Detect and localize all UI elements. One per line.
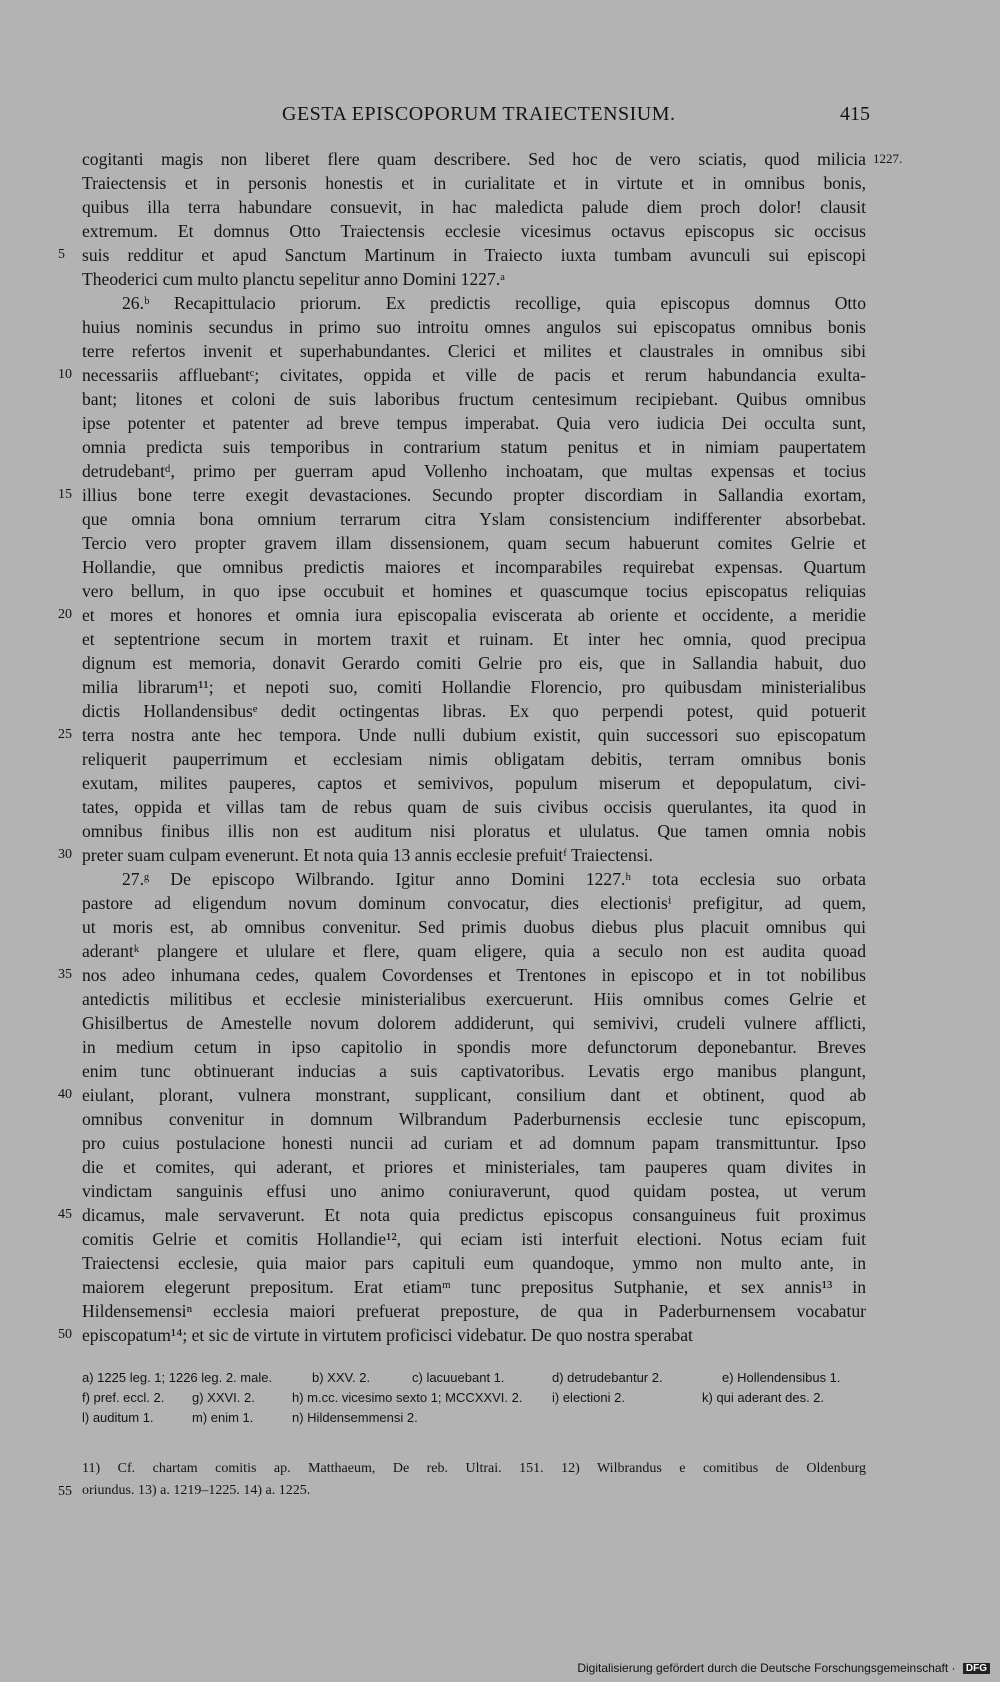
text-line: 27.ᵍ De episcopo Wilbrando. Igitur anno Domini 1227.ʰ tota ecclesia suo orbata	[122, 869, 866, 889]
apparatus-line	[82, 1388, 866, 1408]
line-number: 50	[58, 1327, 72, 1342]
text-line: Tercio vero propter gravem illam dissensionem, quam secum habuerunt comites Gelrie et	[82, 533, 866, 553]
apparatus-note: k) qui aderant des. 2.	[702, 1390, 825, 1405]
text-line: omnibus convenitur in domnum Wilbrandum Paderburnensis ecclesie tunc episcopum,	[82, 1109, 866, 1129]
text-line: vindictam sanguinis effusi uno animo coniuraverunt, quod quidam postea, ut verum	[82, 1181, 866, 1201]
text-line: que omnia bona omnium terrarum citra Yslam consistencium indifferenter absorbebat.	[82, 509, 866, 529]
text-line: episcopatum¹⁴; et sic de virtute in virtutem proficisci videbatur. De quo nostra sperabat	[82, 1325, 693, 1345]
text-line: bant; litones et coloni de suis laboribus fructum centesimum recipiebant. Quibus omnibus	[82, 389, 866, 409]
text-line: Hollandie, que omnibus predictis maiores et incomparabiles requirebat expensas. Quartum	[82, 557, 866, 577]
apparatus-note: i) electioni 2.	[552, 1390, 625, 1405]
text-line: dictis Hollandensibusᵉ dedit octingentas libras. Ex quo perpendi potest, quid potuerit	[82, 701, 866, 721]
apparatus-note: m) enim 1.	[192, 1410, 254, 1425]
text-line: huius nominis secundus in primo suo introitu omnes angulos sui episcopatus omnibus bonis	[82, 317, 866, 337]
text-line: reliquerit pauperrimum et ecclesiam nimis obligatam debitis, terram omnibus bonis	[82, 749, 866, 769]
page-header	[0, 103, 1000, 133]
text-line: maiorem elegerunt prepositum. Erat etiamᵐ tunc prepositus Sutphanie, et sex annis¹³ in	[82, 1277, 866, 1297]
text-line: et septentrione secum in mortem traxit et ruinam. Et inter hec omnia, quod precipua	[82, 629, 866, 649]
footnote-line: oriundus. 13) a. 1219–1225. 14) a. 1225.	[82, 1483, 311, 1498]
text-line: pro cuius postulacione honesti nuncii ad curiam et ad domnum papam transmittuntur. Ipso	[82, 1133, 866, 1153]
text-line: Traiectensis et in personis honestis et in curialitate et in virtute et in omnibus bonis,	[82, 173, 866, 193]
apparatus-note: f) pref. eccl. 2.	[82, 1390, 165, 1405]
text-line: die et comites, qui aderant, et priores et ministeriales, tam pauperes quam divites in	[82, 1157, 866, 1177]
text-line: Theoderici cum multo planctu sepelitur anno Domini 1227.ᵃ	[82, 269, 506, 289]
line-number: 20	[58, 607, 72, 622]
apparatus-line	[82, 1368, 866, 1388]
text-line: detrudebantᵈ, primo per guerram apud Vollenho inchoatam, que multas expensas et tocius	[82, 461, 866, 481]
line-number: 45	[58, 1207, 72, 1222]
line-number: 10	[58, 367, 72, 382]
apparatus-note: e) Hollendensibus 1.	[722, 1370, 841, 1385]
apparatus-note: b) XXV. 2.	[312, 1370, 371, 1385]
text-line: omnibus finibus illis non est auditum nisi ploratus et ululatus. Que tamen omnia nobis	[82, 821, 866, 841]
text-line: pastore ad eligendum novum dominum convocatur, dies electionisⁱ prefigitur, ad quem,	[82, 893, 866, 913]
line-number: 25	[58, 727, 72, 742]
text-line: in medium cetum in ipso capitolio in spondis more defunctorum deponebantur. Breves	[82, 1037, 866, 1057]
apparatus-note: l) auditum 1.	[82, 1410, 154, 1425]
text-line: comitis Gelrie et comitis Hollandie¹², qui eciam isti interfuit electioni. Notus eciam fuit	[82, 1229, 866, 1249]
credit-text: Digitalisierung gefördert durch die Deutsche Forschungsgemeinschaft ·	[577, 1661, 956, 1675]
text-line: terra nostra ante hec tempora. Unde nulli dubium existit, quin successori suo episcopatum	[82, 725, 866, 745]
apparatus-note: a) 1225 leg. 1; 1226 leg. 2. male.	[82, 1370, 273, 1385]
text-line: vero bellum, in quo ipse occubuit et homines et quascumque tocius episcopatus reliquias	[82, 581, 866, 601]
margin-year: 1227.	[873, 151, 903, 166]
apparatus-note: d) detrudebantur 2.	[552, 1370, 663, 1385]
line-number: 30	[58, 847, 72, 862]
text-line: quibus illa terra habundare consuevit, in hac maledicta palude diem proch dolor! clausit	[82, 197, 866, 217]
line-number: 40	[58, 1087, 72, 1102]
text-line: suis redditur et apud Sanctum Martinum in Traiecto iuxta tumbam avunculi sui episcopi	[82, 245, 866, 265]
apparatus-line	[82, 1408, 866, 1428]
apparatus-note: n) Hildensemmensi 2.	[292, 1410, 418, 1425]
text-line: cogitanti magis non liberet flere quam describere. Sed hoc de vero sciatis, quod milicia	[82, 149, 866, 169]
text-line: preter suam culpam evenerunt. Et nota quia 13 annis ecclesie prefuitᶠ Traiectensi.	[82, 845, 653, 865]
text-line: exutam, milites pauperes, captos et semivivos, populum miserum et depopulatum, civi-	[82, 773, 866, 793]
footnote-line: 11) Cf. chartam comitis ap. Matthaeum, De reb. Ultrai. 151. 12) Wilbrandus e comitibus de Oldenburg	[82, 1461, 866, 1476]
text-line: aderantᵏ plangere et ululare et flere, quam eligere, quia a seculo non est audita quoad	[82, 941, 866, 961]
text-line: illius bone terre exegit devastaciones. Secundo propter discordiam in Sallandia exortam,	[82, 485, 866, 505]
line-number: 55	[58, 1484, 72, 1499]
text-line: terre refertos invenit et superhabundantes. Clerici et milites et claustrales in omnibus sibi	[82, 341, 866, 361]
text-line: nos adeo inhumana cedes, qualem Covordenses et Trentones in episcopo et in tot nobilibus	[82, 965, 866, 985]
text-line: enim tunc obtinuerant inducias a suis captivatoribus. Levatis ergo manibus plangunt,	[82, 1061, 866, 1081]
apparatus-note: c) lacuuebant 1.	[412, 1370, 505, 1385]
text-line: Hildensemensiⁿ ecclesia maiori prefuerat preposture, de qua in Paderburnensem vocabatur	[82, 1301, 866, 1321]
text-line: antedictis militibus et ecclesie ministerialibus exercuerunt. Hiis omnibus comes Gelrie et	[82, 989, 866, 1009]
text-line: 26.ᵇ Recapittulacio priorum. Ex predictis recollige, quia episcopus domnus Otto	[122, 293, 866, 313]
apparatus-note: g) XXVI. 2.	[192, 1390, 255, 1405]
digitization-credit	[577, 1661, 990, 1675]
line-number: 5	[58, 247, 65, 262]
text-line: ut moris est, ab omnibus convenitur. Sed primis duobus diebus plus placuit omnibus qui	[82, 917, 866, 937]
running-title: GESTA EPISCOPORUM TRAIECTENSIUM.	[282, 103, 676, 125]
line-number: 35	[58, 967, 72, 982]
line-number: 15	[58, 487, 72, 502]
text-line: necessariis affluebantᶜ; civitates, oppida et ville de pacis et rerum habundancia exulta-	[82, 365, 866, 385]
text-line: ipse potenter et patenter ad breve tempus imperabat. Quia vero iudicia Dei occulta sunt,	[82, 413, 866, 433]
text-line: et mores et honores et omnia iura episcopalia eviscerata ab oriente et occidente, a meridie	[82, 605, 866, 625]
text-line: milia librarum¹¹; et nepoti suo, comiti Hollandie Florencio, pro quibusdam ministerialibus	[82, 677, 866, 697]
text-line: Traiectensi ecclesie, quia maior pars capituli eum quandoque, ymmo non multo ante, in	[82, 1253, 866, 1273]
text-line: dicamus, male servaverunt. Et nota quia predictus episcopus consanguineus fuit proximus	[82, 1205, 866, 1225]
text-line: omnia predicta suis temporibus in contrarium statum penitus et in nimiam paupertatem	[82, 437, 866, 457]
text-line: extremum. Et domnus Otto Traiectensis ecclesie vicesimus octavus episcopus sic occisus	[82, 221, 866, 241]
text-line: eiulant, plorant, vulnera monstrant, supplicant, consilium dant et obtinent, quod ab	[82, 1085, 866, 1105]
text-line: Ghisilbertus de Amestelle novum dolorem addiderunt, qui semivivi, crudeli vulnere afflicti,	[82, 1013, 866, 1033]
text-line: dignum est memoria, donavit Gerardo comiti Gelrie pro eis, que in Sallandia habuit, duo	[82, 653, 866, 673]
apparatus-note: h) m.cc. vicesimo sexto 1; MCCXXVI. 2.	[292, 1390, 523, 1405]
page-number: 415	[840, 103, 870, 125]
dfg-logo: DFG	[963, 1663, 990, 1674]
text-line: tates, oppida et villas tam de rebus quam de suis civibus occisis querulantes, ita quod in	[82, 797, 866, 817]
